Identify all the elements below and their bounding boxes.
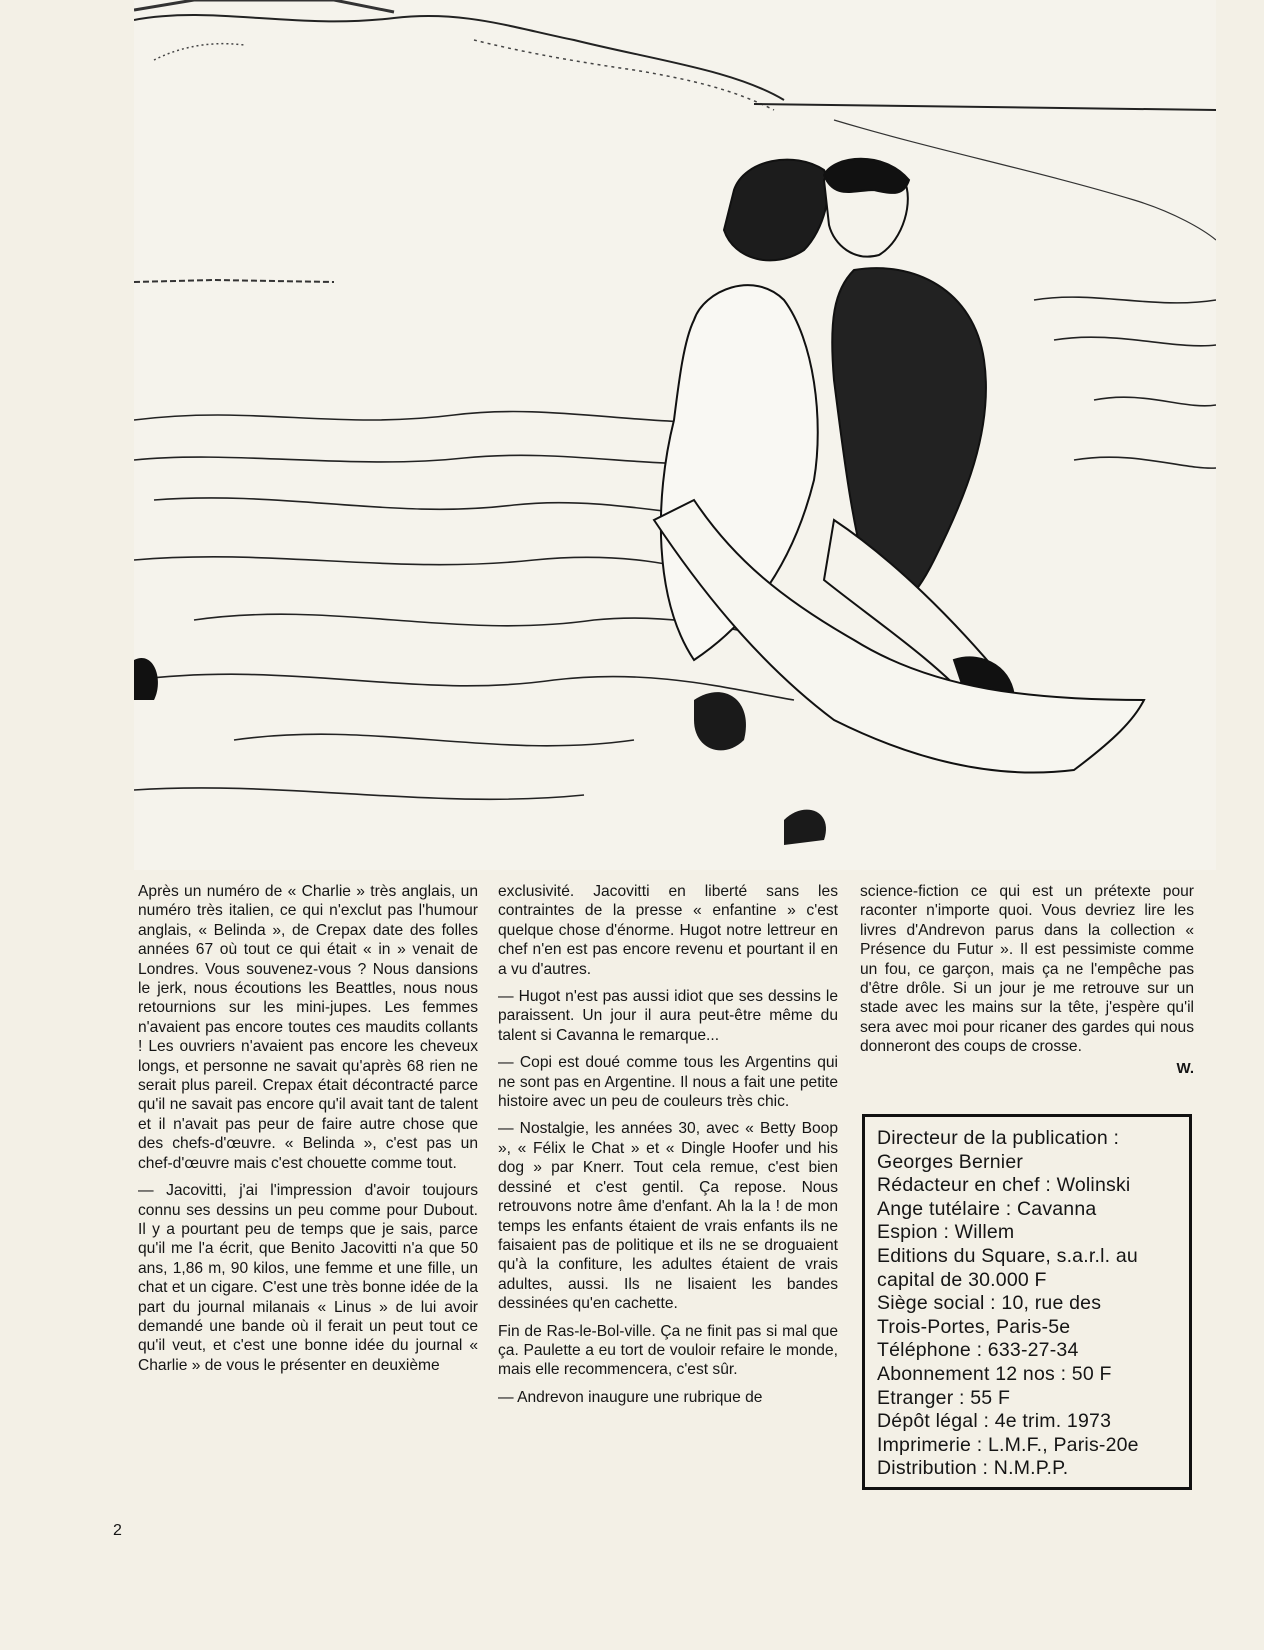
- paragraph: — Jacovitti, j'ai l'impression d'avoir toujours connu ses dessins un peu comme pour Dubout. Il y a pourtant peu de temps que je sais, parce qu'il me l'a écrit, que Benito Jacovitti n'a que 50 ans, 1,86 m, 90 kilos, une femme et une fille, un chat et un cigare. C'est une très bonne idée de la part du journal milanais « Linus » de lui avoir demandé une bande où il ferait un peut tout ce qu'il veut, et c'est une bonne idée du journal « Charlie » de vous le présenter en deuxième: [138, 1182, 478, 1374]
- paragraph: — Andrevon inaugure une rubrique de: [498, 1388, 763, 1406]
- colophon-line: Ange tutélaire : Cavanna: [877, 1197, 1097, 1220]
- article-column-1: [138, 882, 478, 1383]
- author-signature: W.: [1176, 1059, 1194, 1077]
- colophon-line: Georges Bernier: [877, 1150, 1024, 1173]
- colophon-line: Espion : Willem: [877, 1221, 1015, 1244]
- colophon-line: Abonnement 12 nos : 50 F: [877, 1362, 1112, 1385]
- paragraph: exclusivité. Jacovitti en liberté sans les contraintes de la presse « enfantine » c'est quelque chose d'énorme. Hugot notre lettreur en chef n'en est pas encore revenu et pourtant il en a vu d'autres.: [498, 883, 838, 978]
- colophon-line: Trois-Portes, Paris-5e: [877, 1315, 1071, 1338]
- colophon-line: Téléphone : 633-27-34: [877, 1339, 1079, 1362]
- paragraph: Fin de Ras-le-Bol-ville. Ça ne finit pas si mal que ça. Paulette a eu tort de vouloir refaire le monde, mais elle recommencera, c'est sûr.: [498, 1322, 838, 1379]
- paragraph: Après un numéro de « Charlie » très anglais, un numéro très italien, ce qui n'exclut pas l'humour anglais, « Belinda », de Crepax date des folles années 67 où tout ce qui était « in » venait de Londres. Vous souvenez-vous ? Nous dansions le jerk, nous écoutions les Beattles, nous nous retournions sur les mini-jupes. Les femmes n'avaient pas encore toutes ces maudits collants ! Les ouvriers n'avaient pas encore les cheveux longs, et personne ne savait qu'après 68 rien ne serait plus pareil. Crepax était décontracté parce qu'il ne savait pas encore qu'il avait tant de talent et il n'avait pas peur de faire autre chose que des chefs-d'œuvre. « Belinda », c'est pas un chef-d'œuvre mais c'est chouette comme tout.: [138, 883, 478, 1172]
- article-column-3: [860, 882, 1194, 1078]
- paragraph: science-fiction ce qui est un prétexte pour raconter n'importe quoi. Vous devriez lire les livres d'Andrevon parus dans la collection « Présence du Futur ». Il est pessimiste comme un fou, ce garçon, mais ça ne l'empêche pas d'être drôle. Si un jour je me retrouve sur un stade avec les mains sur la tête, j'espère qu'il sera avec moi pour ricaner des gardes qui nous donneront des coups de crosse.: [860, 883, 1194, 1056]
- colophon-line: Etranger : 55 F: [877, 1386, 1011, 1409]
- colophon-line: capital de 30.000 F: [877, 1268, 1047, 1291]
- colophon-line: Directeur de la publication :: [877, 1127, 1120, 1149]
- paragraph: — Copi est doué comme tous les Argentins qui ne sont pas en Argentine. Il nous a fait une petite histoire avec un peu de couleurs très chic.: [498, 1054, 838, 1111]
- illustration-drawing: [134, 0, 1216, 870]
- page-number: 2: [113, 1522, 122, 1539]
- colophon-box: [862, 1114, 1192, 1490]
- colophon-line: Imprimerie : L.M.F., Paris-20e: [877, 1433, 1139, 1456]
- colophon-line: Distribution : N.M.P.P.: [877, 1457, 1069, 1480]
- beach-couple-kissing-illustration: [134, 0, 1216, 870]
- colophon-line: Siège social : 10, rue des: [877, 1292, 1102, 1315]
- colophon-line: Dépôt légal : 4e trim. 1973: [877, 1410, 1112, 1433]
- colophon-line: Editions du Square, s.a.r.l. au: [877, 1244, 1138, 1267]
- paragraph: — Nostalgie, les années 30, avec « Betty Boop », « Félix le Chat » et « Dingle Hoofer und his dog » par Knerr. Tout cela remue, c'est bien dessiné et c'est gentil. Ça repose. Nous retrouvons notre âme d'enfant. Ah la la ! de mon temps les enfants étaient de vrais enfants ils ne faisaient pas de politique et ils ne se droguaient qu'à la confiture, les adultes étaient de vrais adultes, aussi. Ils ne lisaient les bandes dessinées qu'en cachette.: [498, 1120, 838, 1313]
- paragraph: — Hugot n'est pas aussi idiot que ses dessins le paraissent. Un jour il aura peut-être même du talent si Cavanna le remarque...: [498, 988, 838, 1044]
- article-column-2: [498, 882, 838, 1415]
- colophon-line: Rédacteur en chef : Wolinski: [877, 1174, 1131, 1197]
